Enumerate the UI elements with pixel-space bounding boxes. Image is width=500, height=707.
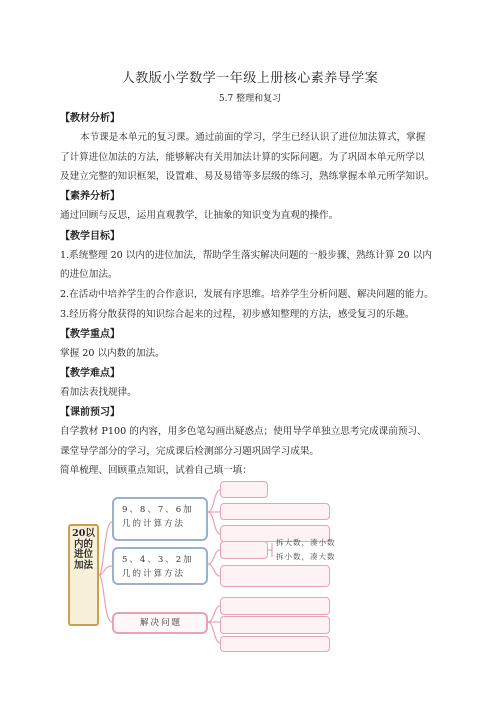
preview-line-1: 自学教材 P100 的内容，用多色笔勾画出疑惑点；使用导学单独立思考完成课前预习、: [60, 426, 427, 437]
mindmap-node-5432-label: 5、4、3、2加几的计算方法: [122, 555, 194, 579]
mindmap-root: [68, 524, 99, 626]
analysis-line-1: 本节课是本单元的复习课。通过前面的学习，学生已经认识了进位加法算式，掌握: [80, 132, 426, 143]
difficulty-line-1: 看加法表找规律。: [60, 387, 137, 398]
mindmap-note-1: 拆大数，凑小数: [276, 538, 336, 547]
goals-heading: 【教学目标】: [60, 231, 120, 242]
preview-heading: 【课前预习】: [60, 407, 120, 418]
literacy-line-1: 通过回顾与反思，运用直观教学，让抽象的知识变为直观的操作。: [60, 210, 339, 221]
mindmap-node-problems: [112, 612, 208, 634]
analysis-line-2: 了计算进位加法的方法，能够解决有关用加法计算的实际问题。为了巩固本单元所学以: [60, 152, 425, 163]
literacy-heading: 【素养分析】: [60, 191, 120, 202]
fill-box-5[interactable]: [220, 565, 330, 587]
fill-box-6[interactable]: [220, 597, 330, 615]
analysis-heading: 【教材分析】: [60, 113, 120, 124]
page-title: 人教版小学数学一年级上册核心素养导学案: [121, 71, 379, 86]
goals-line-3: 2.在活动中培养学生的合作意识，发展有序思维。培养学生分析问题、解决问题的能力。: [60, 289, 434, 300]
mindmap-node-problems-label: 解决问题: [140, 618, 183, 628]
goals-line-1: 1.系统整理 20 以内的进位加法，帮助学生落实解决问题的一般步骤，熟练计算 20 以内: [60, 250, 432, 261]
mindmap-node-9876-label: 9、8、7、6加几的计算方法: [122, 505, 194, 529]
key-line-1: 掌握 20 以内数的加法。: [60, 348, 165, 359]
fill-box-7[interactable]: [220, 616, 330, 634]
fill-box-8[interactable]: [220, 636, 330, 652]
fill-box-2[interactable]: [220, 503, 330, 520]
preview-line-3: 简单梳理、回顾重点知识，试着自己填一填：: [60, 465, 252, 476]
page-subtitle: 5.7 整理和复习: [218, 94, 282, 104]
goals-line-2: 的进位加法。: [60, 269, 118, 280]
mindmap-root-label: 20以内的进位加法: [72, 528, 95, 571]
mindmap-node-5432: [112, 547, 208, 585]
analysis-line-3: 及建立完整的知识框架，设置难、易及易错等多层级的练习，熟练掌握本单元所学知识。: [60, 171, 435, 182]
difficulty-heading: 【教学难点】: [60, 368, 120, 379]
mindmap-note-2: 拆小数，凑大数: [276, 552, 336, 561]
preview-line-2: 课堂导学部分的学习，完成课后检测部分习题巩固学习成果。: [60, 446, 320, 457]
fill-box-1[interactable]: [220, 481, 268, 498]
mindmap-node-9876: [112, 497, 208, 541]
fill-box-4[interactable]: [220, 541, 268, 559]
goals-line-4: 3.经历将分散获得的知识综合起来的过程，初步感知整理的方法，感受复习的乐趣。: [60, 309, 415, 320]
key-heading: 【教学重点】: [60, 329, 120, 340]
